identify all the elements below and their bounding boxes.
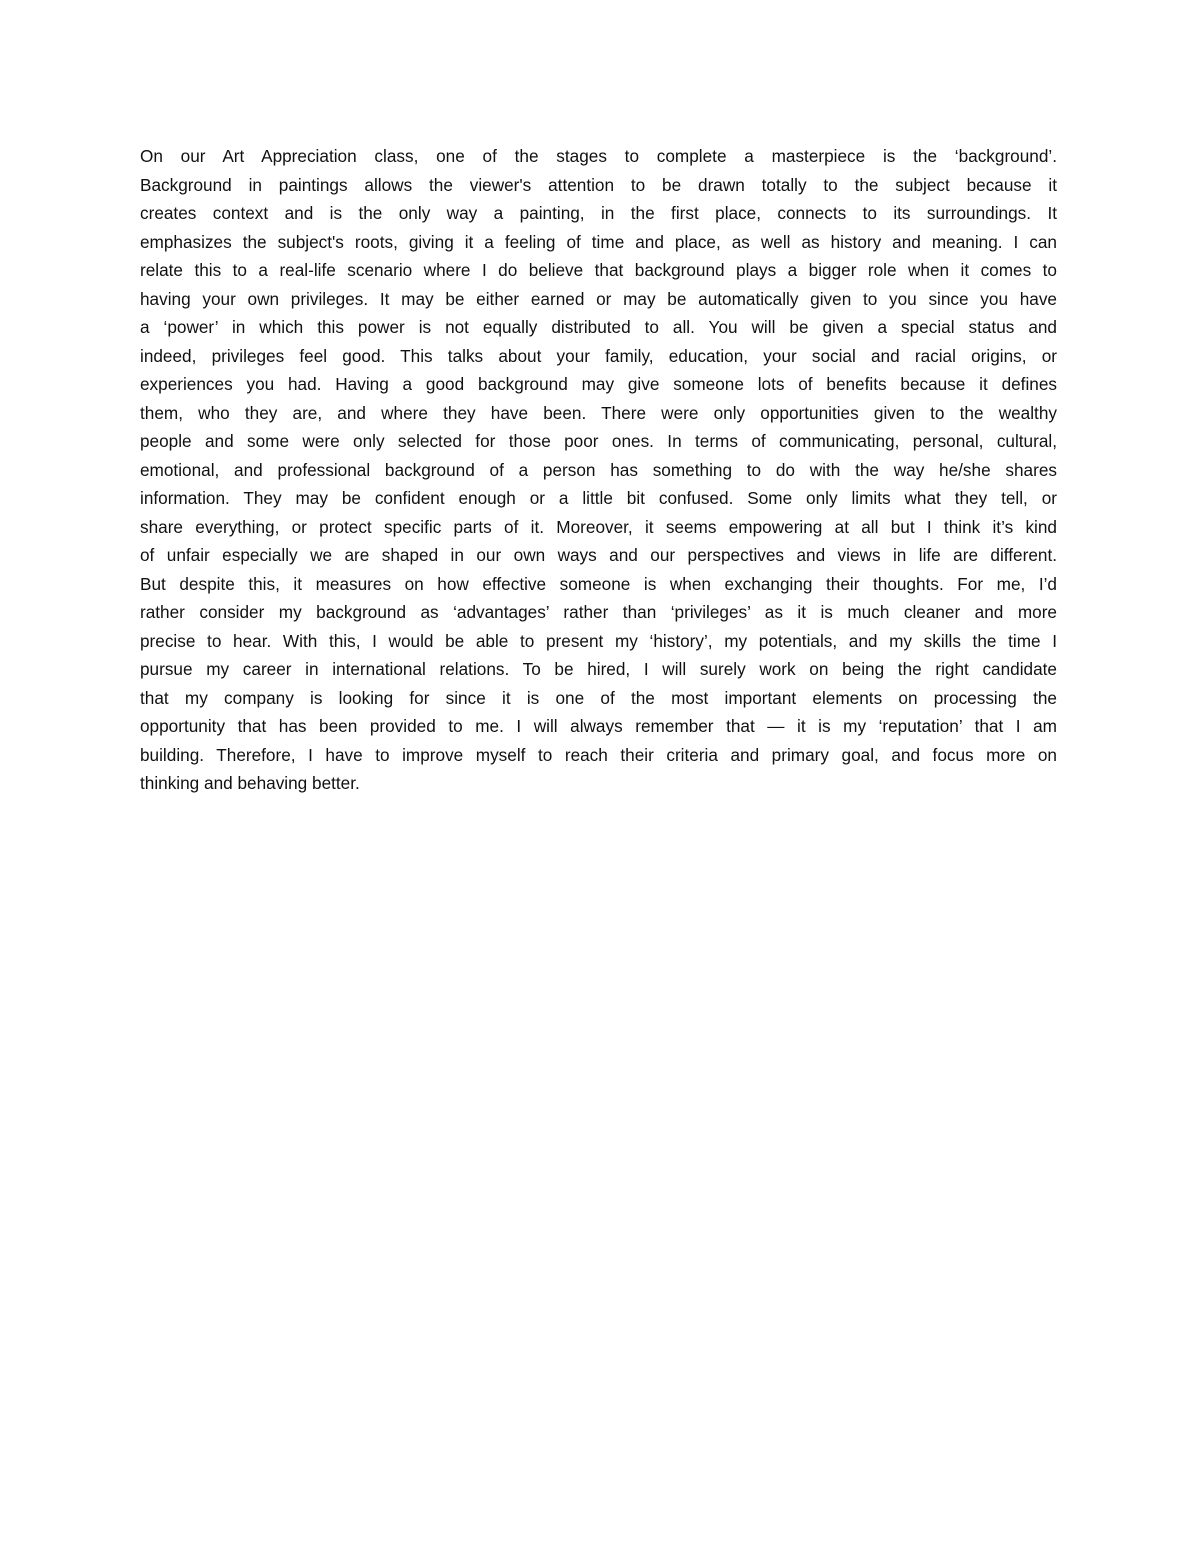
paragraph-line: having your own privileges. It may be either earned or may be automatically given to you since you have <box>140 288 1057 309</box>
paragraph-line: indeed, privileges feel good. This talks about your family, education, your social and racial origins, or <box>140 345 1057 366</box>
paragraph-line: information. They may be confident enough or a little bit confused. Some only limits what they tell, or <box>140 488 1057 508</box>
paragraph-line: On our Art Appreciation class, one of the stages to complete a masterpiece is the ‘background’. <box>140 146 1057 166</box>
paragraph-line: them, who they are, and where they have been. There were only opportunities given to the wealthy <box>140 402 1057 423</box>
paragraph-line: pursue my career in international relations. To be hired, I will surely work on being the right candidate <box>140 659 1057 679</box>
paragraph-line: a ‘power’ in which this power is not equally distributed to all. You will be given a special status and <box>140 317 1057 337</box>
paragraph-line: of unfair especially we are shaped in our own ways and our perspectives and views in life are different. <box>140 545 1057 565</box>
paragraph-line: that my company is looking for since it is one of the most important elements on processing the <box>140 687 1057 708</box>
paragraph-line: share everything, or protect specific parts of it. Moreover, it seems empowering at all but I think it’s kind <box>140 516 1057 537</box>
paragraph-line: thinking and behaving better. <box>140 773 360 793</box>
paragraph-line: rather consider my background as ‘advantages’ rather than ‘privileges’ as it is much cleaner and more <box>140 602 1057 622</box>
paragraph-line: opportunity that has been provided to me. I will always remember that — it is my ‘reputation’ that I am <box>140 716 1057 736</box>
paragraph-line: building. Therefore, I have to improve myself to reach their criteria and primary goal, and focus more on <box>140 744 1057 765</box>
paragraph-line: emotional, and professional background of a person has something to do with the way he/she shares <box>140 459 1057 480</box>
paragraph-line: creates context and is the only way a painting, in the first place, connects to its surroundings. It <box>140 203 1057 223</box>
paragraph-line: relate this to a real-life scenario where I do believe that background plays a bigger role when it comes to <box>140 260 1057 280</box>
paragraph-line: precise to hear. With this, I would be able to present my ‘history’, my potentials, and my skills the time I <box>140 630 1057 651</box>
essay-paragraph <box>140 142 1057 798</box>
paragraph-line: people and some were only selected for those poor ones. In terms of communicating, personal, cultural, <box>140 431 1057 451</box>
paragraph-line: But despite this, it measures on how effective someone is when exchanging their thoughts. For me, I’d <box>140 573 1057 594</box>
paragraph-line: Background in paintings allows the viewer's attention to be drawn totally to the subject because it <box>140 174 1057 195</box>
paragraph-line: emphasizes the subject's roots, giving it a feeling of time and place, as well as history and meaning. I can <box>140 231 1057 252</box>
paragraph-line: experiences you had. Having a good background may give someone lots of benefits because it defines <box>140 374 1057 394</box>
